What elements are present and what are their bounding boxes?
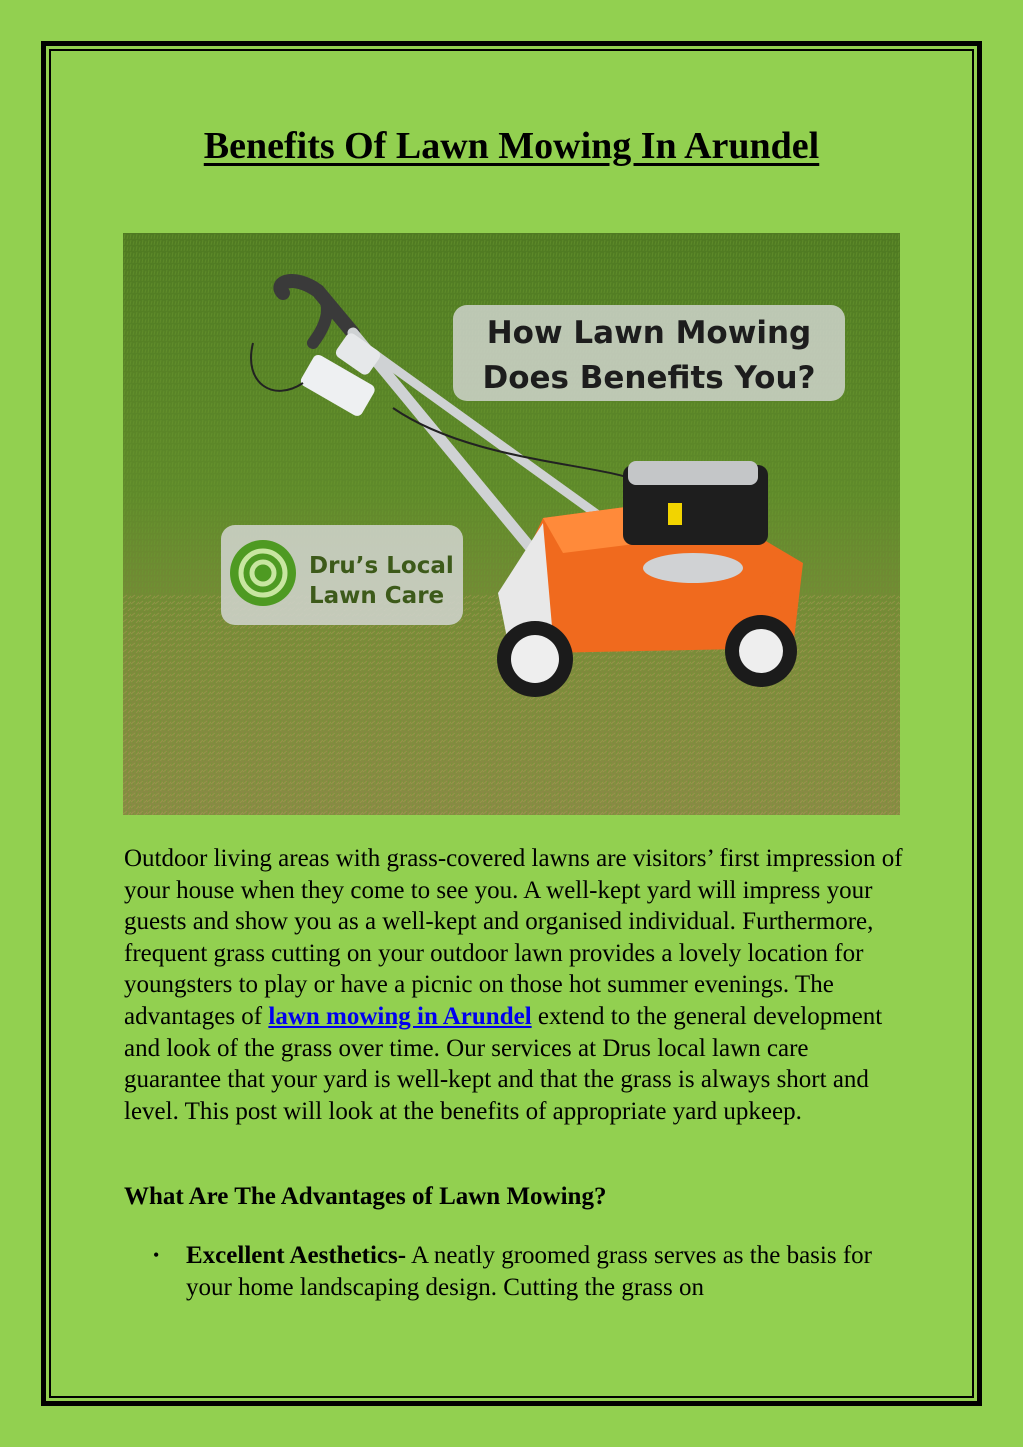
logo-line2: Lawn Care [309, 583, 445, 609]
advantage-term: Excellent Aesthetics- [186, 1242, 407, 1269]
intro-paragraph [124, 843, 904, 1127]
list-item [153, 1240, 896, 1303]
bullet-icon: • [153, 1245, 160, 1265]
intro-text-end: extend to the general development and look of the grass over time. Our services at Drus local lawn care guarantee that your yard is well-kept and that the grass is always short and level. This post will look at the benefits of appropriate yard upkeep. [124, 1002, 883, 1125]
lawn-mower-photo [123, 233, 900, 815]
overlay-heading-box [453, 305, 845, 401]
advantages-heading: What Are The Advantages of Lawn Mowing? [124, 1183, 607, 1210]
advantages-list [153, 1240, 896, 1303]
lawn-mowing-arundel-link[interactable]: lawn mowing in Arundel [268, 1002, 532, 1030]
advantage-text: A neatly groomed grass serves as the basis for your home landscaping design. Cutting the grass on [186, 1242, 872, 1301]
page-title: Benefits Of Lawn Mowing In Arundel [203, 125, 820, 167]
concentric-circle-icon [230, 540, 296, 606]
intro-text-start: Outdoor living areas with grass-covered lawns are visitors’ first impression of your house when they come to see you. A well-kept yard will impress your guests and show you as a well-kept and organised individual. Furthermore, frequent grass cutting on your outdoor lawn provides a lovely location for youngsters to play or have a picnic on those hot summer evenings. The advantages of [124, 845, 903, 1030]
logo-line1: Dru’s Local [309, 553, 454, 579]
overlay-heading-line2: Does Benefits You? [482, 360, 816, 396]
hero-image [123, 233, 900, 815]
overlay-heading-line1: How Lawn Mowing [486, 315, 812, 351]
company-logo [221, 525, 463, 625]
